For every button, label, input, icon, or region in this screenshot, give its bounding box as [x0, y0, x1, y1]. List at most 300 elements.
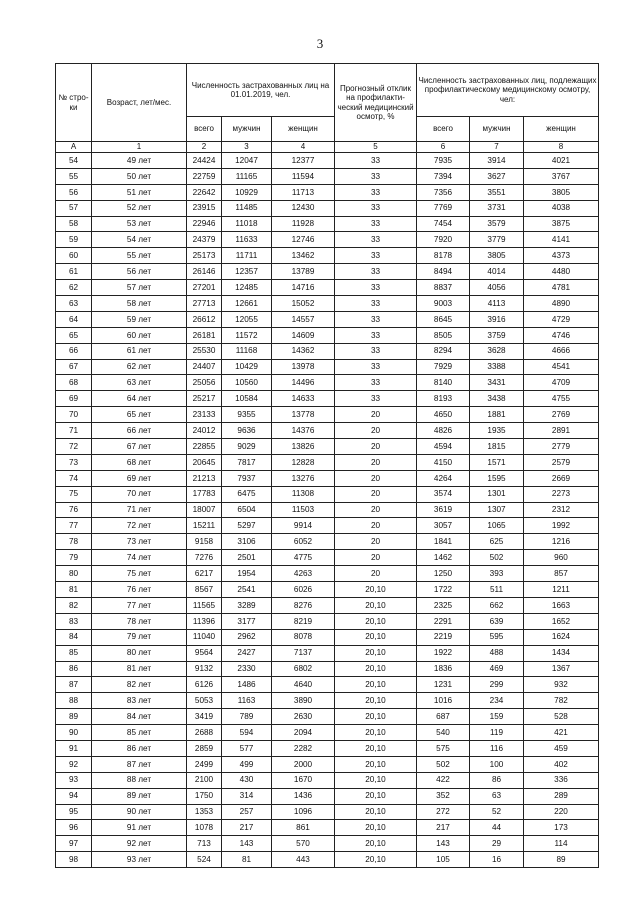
- page-number: 3: [316, 36, 324, 51]
- insured-total-cell: 524: [187, 852, 222, 868]
- age-cell: 52 лет: [92, 200, 187, 216]
- insured-women-cell: 12746: [272, 232, 335, 248]
- table-row: [56, 836, 599, 852]
- insured-men-cell: 594: [222, 725, 272, 741]
- column-index-cell: 5: [335, 142, 417, 153]
- table-row: [56, 772, 599, 788]
- insured-men-cell: 11165: [222, 168, 272, 184]
- row-number-cell: 65: [56, 327, 92, 343]
- table-row: [56, 486, 599, 502]
- subject-women-cell: 3767: [524, 168, 599, 184]
- row-number-cell: 58: [56, 216, 92, 232]
- insured-total-cell: 11040: [187, 629, 222, 645]
- table-row: [56, 756, 599, 772]
- subject-men-cell: 1881: [470, 407, 524, 423]
- age-cell: 83 лет: [92, 693, 187, 709]
- subject-total-cell: 4826: [417, 423, 470, 439]
- insured-men-cell: 2330: [222, 661, 272, 677]
- age-cell: 76 лет: [92, 582, 187, 598]
- insured-women-cell: 11308: [272, 486, 335, 502]
- insured-men-cell: 11485: [222, 200, 272, 216]
- table-row: [56, 407, 599, 423]
- subject-women-cell: 2779: [524, 439, 599, 455]
- subject-total-cell: 7394: [417, 168, 470, 184]
- insured-men-cell: 9636: [222, 423, 272, 439]
- subject-total-cell: 8193: [417, 391, 470, 407]
- insured-women-cell: 4775: [272, 550, 335, 566]
- insured-women-cell: 6802: [272, 661, 335, 677]
- insured-women-cell: 14633: [272, 391, 335, 407]
- age-cell: 54 лет: [92, 232, 187, 248]
- insured-total-cell: 713: [187, 836, 222, 852]
- table-row: [56, 852, 599, 868]
- column-index-cell: 1: [92, 142, 187, 153]
- subject-women-cell: 932: [524, 677, 599, 693]
- subject-women-cell: 173: [524, 820, 599, 836]
- row-number-cell: 75: [56, 486, 92, 502]
- age-cell: 60 лет: [92, 327, 187, 343]
- insured-men-cell: 11711: [222, 248, 272, 264]
- insured-women-cell: 6052: [272, 534, 335, 550]
- subject-women-cell: 1434: [524, 645, 599, 661]
- insured-total-cell: 9132: [187, 661, 222, 677]
- age-cell: 92 лет: [92, 836, 187, 852]
- age-cell: 66 лет: [92, 423, 187, 439]
- subject-women-cell: 4666: [524, 343, 599, 359]
- subject-men-cell: 234: [470, 693, 524, 709]
- row-number-cell: 72: [56, 439, 92, 455]
- table-row: [56, 661, 599, 677]
- age-cell: 90 лет: [92, 804, 187, 820]
- subject-women-cell: 2669: [524, 470, 599, 486]
- insured-men-cell: 81: [222, 852, 272, 868]
- subject-men-cell: 3914: [470, 153, 524, 169]
- subject-women-cell: 4021: [524, 153, 599, 169]
- response-cell: 20: [335, 550, 417, 566]
- insured-total-cell: 2499: [187, 756, 222, 772]
- subject-total-cell: 8140: [417, 375, 470, 391]
- insured-total-cell: 25217: [187, 391, 222, 407]
- response-cell: 33: [335, 153, 417, 169]
- row-number-cell: 68: [56, 375, 92, 391]
- subject-women-cell: 3875: [524, 216, 599, 232]
- insured-women-cell: 2630: [272, 709, 335, 725]
- insured-men-cell: 12357: [222, 264, 272, 280]
- subject-women-cell: 782: [524, 693, 599, 709]
- table-row: [56, 788, 599, 804]
- subject-total-cell: 540: [417, 725, 470, 741]
- insured-total-cell: 26181: [187, 327, 222, 343]
- age-cell: 77 лет: [92, 597, 187, 613]
- subject-women-cell: 459: [524, 740, 599, 756]
- row-number-cell: 94: [56, 788, 92, 804]
- subject-total-cell: 575: [417, 740, 470, 756]
- insured-total-cell: 2688: [187, 725, 222, 741]
- age-cell: 75 лет: [92, 566, 187, 582]
- subject-total-cell: 7935: [417, 153, 470, 169]
- insured-women-cell: 13978: [272, 359, 335, 375]
- subject-women-cell: 528: [524, 709, 599, 725]
- column-index-cell: А: [56, 142, 92, 153]
- insured-men-cell: 10429: [222, 359, 272, 375]
- subject-total-cell: 3619: [417, 502, 470, 518]
- response-cell: 33: [335, 248, 417, 264]
- insured-total-cell: 11396: [187, 613, 222, 629]
- table-row: [56, 693, 599, 709]
- subject-men-cell: 3759: [470, 327, 524, 343]
- row-number-cell: 76: [56, 502, 92, 518]
- insured-men-cell: 2962: [222, 629, 272, 645]
- insured-men-cell: 3177: [222, 613, 272, 629]
- response-cell: 20,10: [335, 693, 417, 709]
- header-row-no: № стро-ки: [56, 64, 92, 142]
- row-number-cell: 56: [56, 184, 92, 200]
- subject-men-cell: 511: [470, 582, 524, 598]
- row-number-cell: 66: [56, 343, 92, 359]
- subject-men-cell: 119: [470, 725, 524, 741]
- response-cell: 20,10: [335, 820, 417, 836]
- response-cell: 20,10: [335, 804, 417, 820]
- subject-total-cell: 8178: [417, 248, 470, 264]
- subject-women-cell: 4781: [524, 280, 599, 296]
- row-number-cell: 84: [56, 629, 92, 645]
- age-cell: 78 лет: [92, 613, 187, 629]
- insured-men-cell: 430: [222, 772, 272, 788]
- subject-total-cell: 4650: [417, 407, 470, 423]
- table-row: [56, 264, 599, 280]
- insured-women-cell: 11594: [272, 168, 335, 184]
- table-row: [56, 168, 599, 184]
- subject-total-cell: 2219: [417, 629, 470, 645]
- insured-women-cell: 9914: [272, 518, 335, 534]
- subject-women-cell: 114: [524, 836, 599, 852]
- age-cell: 72 лет: [92, 518, 187, 534]
- insured-total-cell: 22946: [187, 216, 222, 232]
- row-number-cell: 92: [56, 756, 92, 772]
- insured-women-cell: 13826: [272, 439, 335, 455]
- subject-women-cell: 1992: [524, 518, 599, 534]
- subject-total-cell: 4594: [417, 439, 470, 455]
- subject-women-cell: 1652: [524, 613, 599, 629]
- header-response: Прогнозный отклик на профилакти-ческий медицинский осмотр, %: [335, 64, 417, 142]
- subject-men-cell: 393: [470, 566, 524, 582]
- age-cell: 79 лет: [92, 629, 187, 645]
- response-cell: 20,10: [335, 645, 417, 661]
- age-cell: 61 лет: [92, 343, 187, 359]
- row-number-cell: 67: [56, 359, 92, 375]
- insured-women-cell: 1096: [272, 804, 335, 820]
- subject-women-cell: 402: [524, 756, 599, 772]
- response-cell: 33: [335, 327, 417, 343]
- subject-men-cell: 4014: [470, 264, 524, 280]
- insured-women-cell: 13778: [272, 407, 335, 423]
- subject-men-cell: 625: [470, 534, 524, 550]
- insured-men-cell: 12661: [222, 296, 272, 312]
- row-number-cell: 71: [56, 423, 92, 439]
- subject-women-cell: 289: [524, 788, 599, 804]
- subject-women-cell: 421: [524, 725, 599, 741]
- insured-men-cell: 6504: [222, 502, 272, 518]
- table-row: [56, 629, 599, 645]
- subject-total-cell: 422: [417, 772, 470, 788]
- response-cell: 33: [335, 200, 417, 216]
- subject-women-cell: 857: [524, 566, 599, 582]
- table-row: [56, 804, 599, 820]
- subject-women-cell: 4541: [524, 359, 599, 375]
- age-cell: 55 лет: [92, 248, 187, 264]
- response-cell: 20: [335, 470, 417, 486]
- age-cell: 62 лет: [92, 359, 187, 375]
- row-number-cell: 59: [56, 232, 92, 248]
- response-cell: 20,10: [335, 756, 417, 772]
- subject-total-cell: 3574: [417, 486, 470, 502]
- row-number-cell: 63: [56, 296, 92, 312]
- insured-men-cell: 10584: [222, 391, 272, 407]
- subject-men-cell: 3551: [470, 184, 524, 200]
- response-cell: 33: [335, 391, 417, 407]
- insured-men-cell: 2427: [222, 645, 272, 661]
- response-cell: 33: [335, 232, 417, 248]
- response-cell: 33: [335, 280, 417, 296]
- row-number-cell: 88: [56, 693, 92, 709]
- insured-total-cell: 25056: [187, 375, 222, 391]
- insured-men-cell: 12055: [222, 311, 272, 327]
- insured-men-cell: 5297: [222, 518, 272, 534]
- row-number-cell: 90: [56, 725, 92, 741]
- subject-men-cell: 1815: [470, 439, 524, 455]
- row-number-cell: 87: [56, 677, 92, 693]
- subject-total-cell: 352: [417, 788, 470, 804]
- insured-men-cell: 7817: [222, 454, 272, 470]
- response-cell: 20,10: [335, 725, 417, 741]
- insured-total-cell: 3419: [187, 709, 222, 725]
- age-cell: 51 лет: [92, 184, 187, 200]
- insured-men-cell: 257: [222, 804, 272, 820]
- insured-men-cell: 499: [222, 756, 272, 772]
- row-number-cell: 80: [56, 566, 92, 582]
- insured-total-cell: 27201: [187, 280, 222, 296]
- age-cell: 71 лет: [92, 502, 187, 518]
- age-cell: 84 лет: [92, 709, 187, 725]
- table-row: [56, 343, 599, 359]
- response-cell: 33: [335, 311, 417, 327]
- age-cell: 50 лет: [92, 168, 187, 184]
- row-number-cell: 89: [56, 709, 92, 725]
- insured-women-cell: 2282: [272, 740, 335, 756]
- row-number-cell: 60: [56, 248, 92, 264]
- table-row: [56, 153, 599, 169]
- insured-men-cell: 789: [222, 709, 272, 725]
- insured-men-cell: 9029: [222, 439, 272, 455]
- age-cell: 53 лет: [92, 216, 187, 232]
- subject-women-cell: 2273: [524, 486, 599, 502]
- response-cell: 20: [335, 423, 417, 439]
- insured-total-cell: 22855: [187, 439, 222, 455]
- insured-men-cell: 11018: [222, 216, 272, 232]
- insured-total-cell: 6126: [187, 677, 222, 693]
- header-men-2: мужчин: [470, 117, 524, 142]
- row-number-cell: 83: [56, 613, 92, 629]
- row-number-cell: 54: [56, 153, 92, 169]
- subject-men-cell: 1065: [470, 518, 524, 534]
- age-cell: 93 лет: [92, 852, 187, 868]
- subject-total-cell: 8494: [417, 264, 470, 280]
- subject-total-cell: 2325: [417, 597, 470, 613]
- table-row: [56, 613, 599, 629]
- insured-men-cell: 12485: [222, 280, 272, 296]
- response-cell: 20,10: [335, 677, 417, 693]
- subject-men-cell: 3431: [470, 375, 524, 391]
- insured-persons-table: [55, 63, 599, 868]
- insured-total-cell: 25173: [187, 248, 222, 264]
- table-row: [56, 502, 599, 518]
- insured-total-cell: 21213: [187, 470, 222, 486]
- subject-total-cell: 217: [417, 820, 470, 836]
- response-cell: 20,10: [335, 661, 417, 677]
- subject-men-cell: 63: [470, 788, 524, 804]
- insured-women-cell: 11928: [272, 216, 335, 232]
- row-number-cell: 73: [56, 454, 92, 470]
- insured-women-cell: 443: [272, 852, 335, 868]
- table-row: [56, 518, 599, 534]
- age-cell: 87 лет: [92, 756, 187, 772]
- table-row: [56, 550, 599, 566]
- insured-women-cell: 13276: [272, 470, 335, 486]
- subject-women-cell: 4141: [524, 232, 599, 248]
- subject-men-cell: 3438: [470, 391, 524, 407]
- age-cell: 73 лет: [92, 534, 187, 550]
- age-cell: 85 лет: [92, 725, 187, 741]
- row-number-cell: 81: [56, 582, 92, 598]
- age-cell: 56 лет: [92, 264, 187, 280]
- subject-women-cell: 89: [524, 852, 599, 868]
- insured-women-cell: 11713: [272, 184, 335, 200]
- column-index-cell: 3: [222, 142, 272, 153]
- subject-total-cell: 502: [417, 756, 470, 772]
- age-cell: 89 лет: [92, 788, 187, 804]
- insured-total-cell: 9564: [187, 645, 222, 661]
- subject-men-cell: 3628: [470, 343, 524, 359]
- subject-total-cell: 3057: [417, 518, 470, 534]
- subject-total-cell: 1836: [417, 661, 470, 677]
- table-row: [56, 566, 599, 582]
- response-cell: 20: [335, 454, 417, 470]
- insured-total-cell: 11565: [187, 597, 222, 613]
- insured-men-cell: 11572: [222, 327, 272, 343]
- table-row: [56, 311, 599, 327]
- response-cell: 20: [335, 534, 417, 550]
- subject-total-cell: 1250: [417, 566, 470, 582]
- insured-total-cell: 1353: [187, 804, 222, 820]
- row-number-cell: 86: [56, 661, 92, 677]
- insured-women-cell: 3890: [272, 693, 335, 709]
- table-row: [56, 216, 599, 232]
- response-cell: 20,10: [335, 613, 417, 629]
- row-number-cell: 95: [56, 804, 92, 820]
- table-row: [56, 454, 599, 470]
- insured-total-cell: 6217: [187, 566, 222, 582]
- subject-women-cell: 960: [524, 550, 599, 566]
- response-cell: 33: [335, 296, 417, 312]
- insured-women-cell: 13462: [272, 248, 335, 264]
- table-body: [56, 153, 599, 868]
- insured-total-cell: 20645: [187, 454, 222, 470]
- response-cell: 20: [335, 486, 417, 502]
- insured-total-cell: 24407: [187, 359, 222, 375]
- insured-total-cell: 18007: [187, 502, 222, 518]
- insured-women-cell: 14609: [272, 327, 335, 343]
- row-number-cell: 82: [56, 597, 92, 613]
- subject-total-cell: 1462: [417, 550, 470, 566]
- subject-total-cell: 8505: [417, 327, 470, 343]
- subject-men-cell: 3388: [470, 359, 524, 375]
- insured-total-cell: 17783: [187, 486, 222, 502]
- subject-men-cell: 595: [470, 629, 524, 645]
- subject-total-cell: 8837: [417, 280, 470, 296]
- subject-men-cell: 1571: [470, 454, 524, 470]
- subject-men-cell: 1935: [470, 423, 524, 439]
- table-row: [56, 327, 599, 343]
- insured-total-cell: 24012: [187, 423, 222, 439]
- subject-men-cell: 3916: [470, 311, 524, 327]
- subject-total-cell: 105: [417, 852, 470, 868]
- insured-total-cell: 22642: [187, 184, 222, 200]
- insured-total-cell: 24379: [187, 232, 222, 248]
- header-women: женщин: [272, 117, 335, 142]
- response-cell: 20: [335, 566, 417, 582]
- insured-total-cell: 27713: [187, 296, 222, 312]
- subject-total-cell: 4150: [417, 454, 470, 470]
- table-row: [56, 534, 599, 550]
- response-cell: 33: [335, 168, 417, 184]
- insured-total-cell: 15211: [187, 518, 222, 534]
- row-number-cell: 57: [56, 200, 92, 216]
- table-row: [56, 677, 599, 693]
- table-row: [56, 280, 599, 296]
- table-row: [56, 296, 599, 312]
- response-cell: 33: [335, 343, 417, 359]
- table-row: [56, 200, 599, 216]
- subject-men-cell: 3627: [470, 168, 524, 184]
- column-index-cell: 2: [187, 142, 222, 153]
- row-number-cell: 55: [56, 168, 92, 184]
- insured-total-cell: 23915: [187, 200, 222, 216]
- insured-men-cell: 314: [222, 788, 272, 804]
- subject-men-cell: 3579: [470, 216, 524, 232]
- insured-women-cell: 14376: [272, 423, 335, 439]
- insured-women-cell: 4640: [272, 677, 335, 693]
- insured-women-cell: 14362: [272, 343, 335, 359]
- subject-women-cell: 2579: [524, 454, 599, 470]
- subject-women-cell: 4709: [524, 375, 599, 391]
- subject-men-cell: 52: [470, 804, 524, 820]
- age-cell: 57 лет: [92, 280, 187, 296]
- column-index-cell: 4: [272, 142, 335, 153]
- response-cell: 20,10: [335, 852, 417, 868]
- subject-total-cell: 4264: [417, 470, 470, 486]
- row-number-cell: 64: [56, 311, 92, 327]
- age-cell: 86 лет: [92, 740, 187, 756]
- subject-men-cell: 502: [470, 550, 524, 566]
- insured-total-cell: 8567: [187, 582, 222, 598]
- insured-men-cell: 3289: [222, 597, 272, 613]
- insured-women-cell: 8078: [272, 629, 335, 645]
- subject-total-cell: 7356: [417, 184, 470, 200]
- subject-total-cell: 1722: [417, 582, 470, 598]
- age-cell: 91 лет: [92, 820, 187, 836]
- response-cell: 20,10: [335, 709, 417, 725]
- insured-women-cell: 14496: [272, 375, 335, 391]
